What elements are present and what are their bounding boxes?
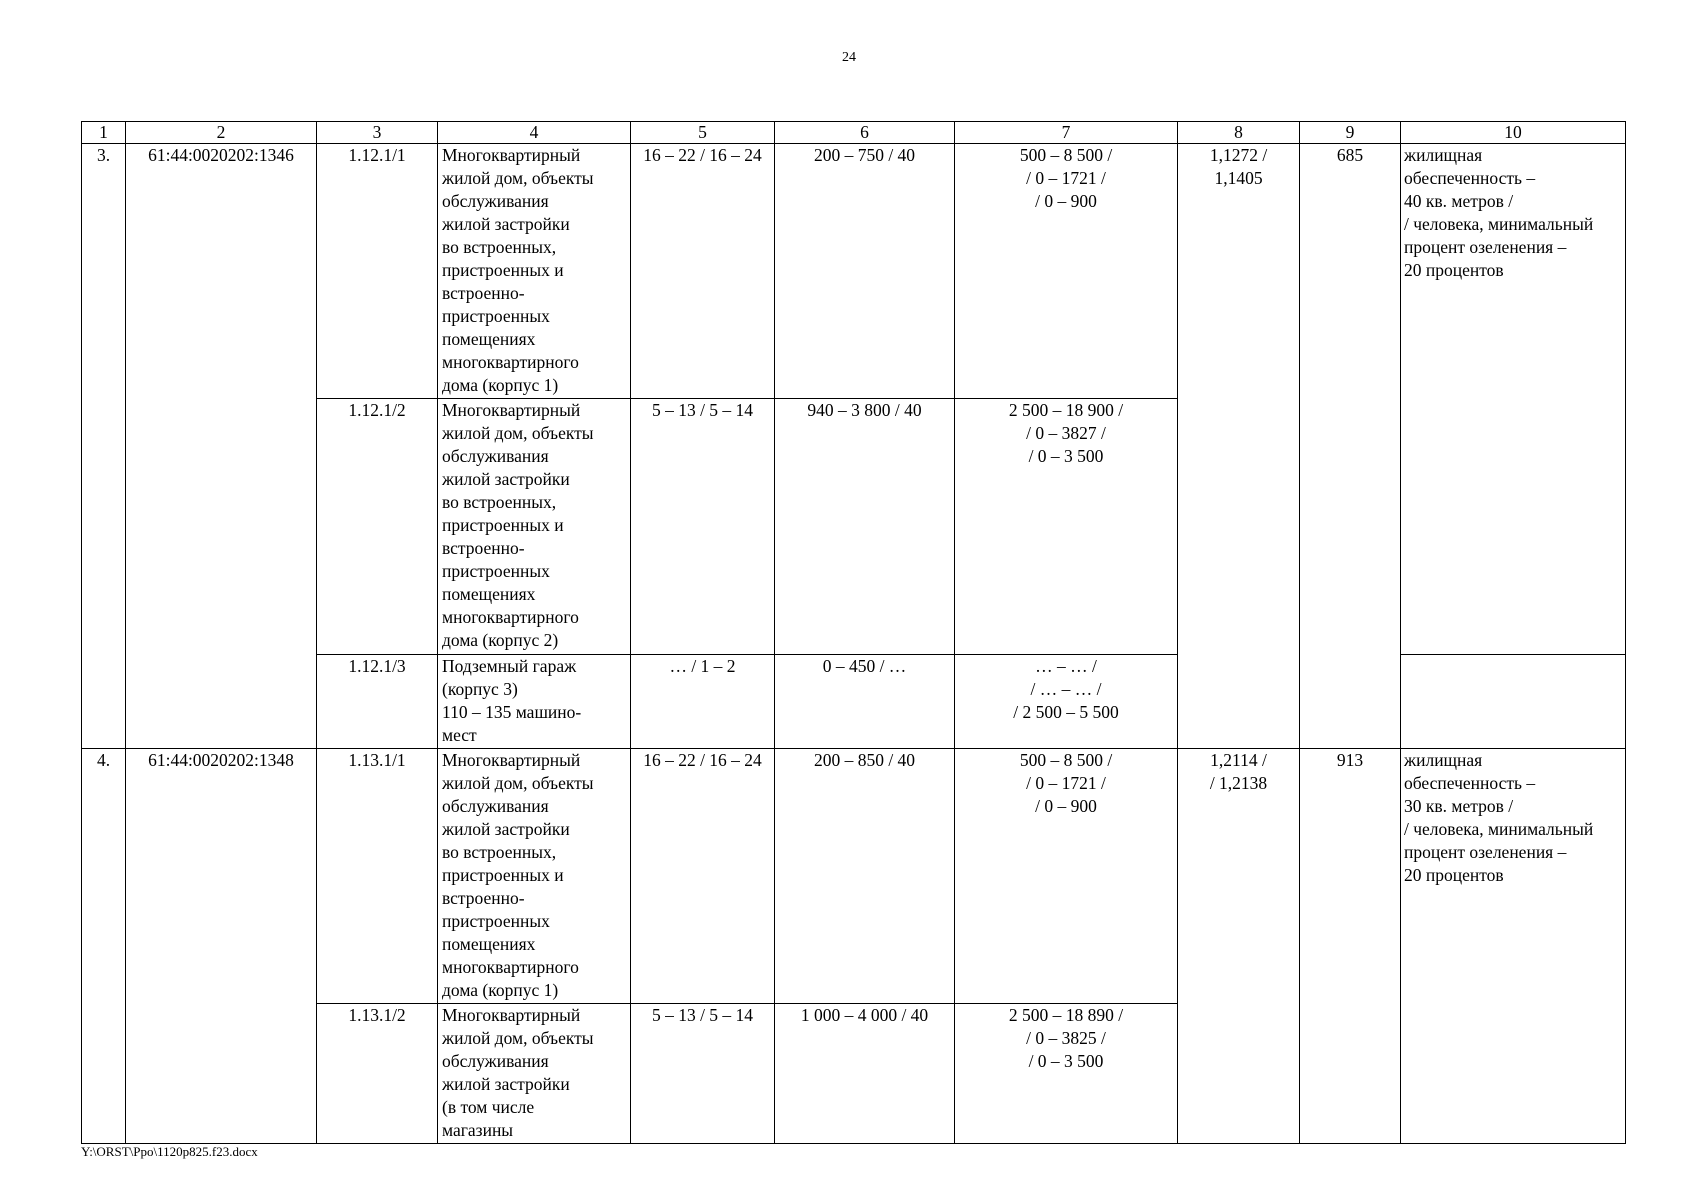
object-description: Многоквартирный жилой дом, объекты обслуживания жилой застройки во встроенных, пристроенных и встроенно- пристроенных помещениях многоквартирного дома (корпус 1) bbox=[438, 144, 631, 399]
floors-value: 5 – 13 / 5 – 14 bbox=[631, 399, 775, 655]
col6-value: 940 – 3 800 / 40 bbox=[775, 399, 955, 655]
col6-value: 200 – 850 / 40 bbox=[775, 749, 955, 1004]
column-number-row bbox=[82, 122, 1626, 144]
col9-value: 913 bbox=[1300, 749, 1401, 1144]
column-header: 5 bbox=[631, 122, 775, 144]
column-header: 8 bbox=[1178, 122, 1300, 144]
col8-value: 1,1272 / 1,1405 bbox=[1178, 144, 1300, 749]
table-row bbox=[82, 749, 1626, 1004]
row-number: 4. bbox=[82, 749, 126, 1144]
sub-code: 1.12.1/3 bbox=[317, 655, 438, 749]
floors-value: 16 – 22 / 16 – 24 bbox=[631, 144, 775, 399]
floors-value: 16 – 22 / 16 – 24 bbox=[631, 749, 775, 1004]
column-header: 6 bbox=[775, 122, 955, 144]
area-value: 500 – 8 500 / / 0 – 1721 / / 0 – 900 bbox=[955, 749, 1178, 1004]
floors-value: … / 1 – 2 bbox=[631, 655, 775, 749]
document-table bbox=[81, 121, 1626, 1144]
sub-code: 1.12.1/1 bbox=[317, 144, 438, 399]
col6-value: 200 – 750 / 40 bbox=[775, 144, 955, 399]
file-path-footer: Y:\ORST\Ppo\1120p825.f23.docx bbox=[81, 1144, 258, 1159]
column-header: 10 bbox=[1401, 122, 1626, 144]
notes-value: жилищная обеспеченность – 30 кв. метров / / человека, минимальный процент озеленения – 20 процентов bbox=[1401, 749, 1626, 1144]
area-value: 500 – 8 500 / / 0 – 1721 / / 0 – 900 bbox=[955, 144, 1178, 399]
column-header: 4 bbox=[438, 122, 631, 144]
column-header: 9 bbox=[1300, 122, 1401, 144]
sub-code: 1.13.1/1 bbox=[317, 749, 438, 1004]
object-description: Многоквартирный жилой дом, объекты обслуживания жилой застройки во встроенных, пристроенных и встроенно- пристроенных помещениях многоквартирного дома (корпус 1) bbox=[438, 749, 631, 1004]
column-header: 1 bbox=[82, 122, 126, 144]
notes-empty-cell bbox=[1401, 655, 1626, 749]
col6-value: 1 000 – 4 000 / 40 bbox=[775, 1004, 955, 1144]
column-header: 2 bbox=[126, 122, 317, 144]
object-description: Многоквартирный жилой дом, объекты обслуживания жилой застройки (в том числе магазины bbox=[438, 1004, 631, 1144]
area-value: … – … / / … – … / / 2 500 – 5 500 bbox=[955, 655, 1178, 749]
column-header: 7 bbox=[955, 122, 1178, 144]
column-header: 3 bbox=[317, 122, 438, 144]
row-number: 3. bbox=[82, 144, 126, 749]
sub-code: 1.12.1/2 bbox=[317, 399, 438, 655]
cadastral-number: 61:44:0020202:1346 bbox=[126, 144, 317, 749]
col6-value: 0 – 450 / … bbox=[775, 655, 955, 749]
col8-value: 1,2114 / / 1,2138 bbox=[1178, 749, 1300, 1144]
notes-value: жилищная обеспеченность – 40 кв. метров / / человека, минимальный процент озеленения – 20 процентов bbox=[1401, 144, 1626, 655]
page-number: 24 bbox=[842, 50, 856, 65]
col9-value: 685 bbox=[1300, 144, 1401, 749]
floors-value: 5 – 13 / 5 – 14 bbox=[631, 1004, 775, 1144]
area-value: 2 500 – 18 900 / / 0 – 3827 / / 0 – 3 500 bbox=[955, 399, 1178, 655]
sub-code: 1.13.1/2 bbox=[317, 1004, 438, 1144]
table-row bbox=[82, 144, 1626, 399]
cadastral-number: 61:44:0020202:1348 bbox=[126, 749, 317, 1144]
object-description: Подземный гараж (корпус 3) 110 – 135 машино- мест bbox=[438, 655, 631, 749]
object-description: Многоквартирный жилой дом, объекты обслуживания жилой застройки во встроенных, пристроенных и встроенно- пристроенных помещениях многоквартирного дома (корпус 2) bbox=[438, 399, 631, 655]
area-value: 2 500 – 18 890 / / 0 – 3825 / / 0 – 3 500 bbox=[955, 1004, 1178, 1144]
